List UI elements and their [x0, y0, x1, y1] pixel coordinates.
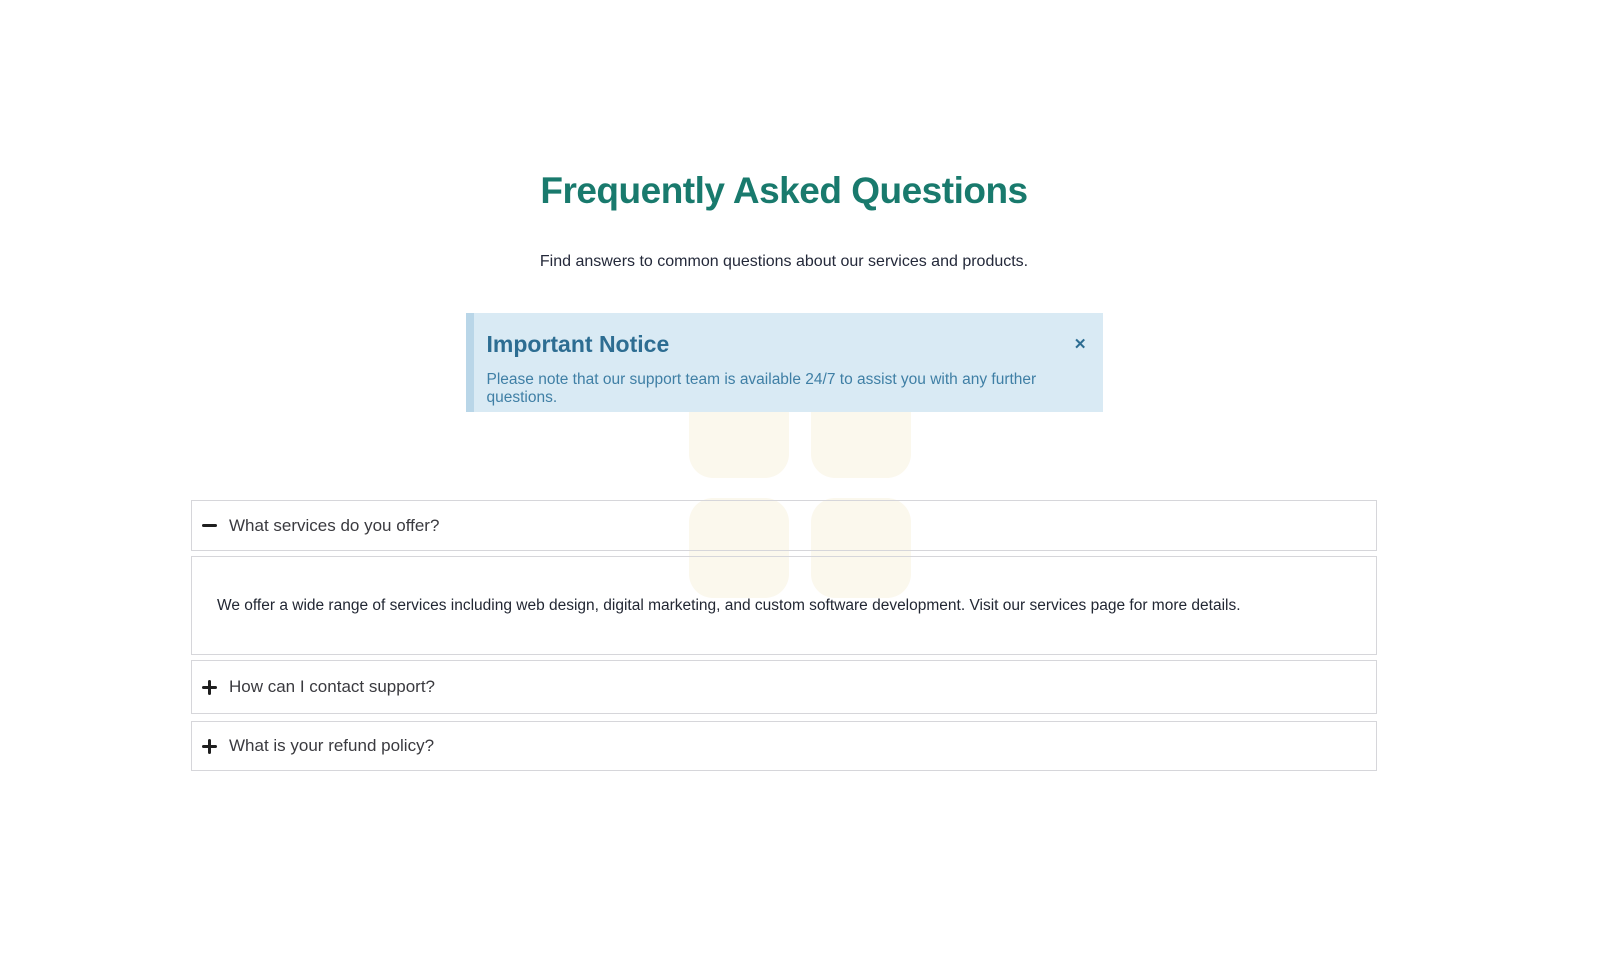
- faq-accordion: [191, 500, 1377, 771]
- faq-item-support-header[interactable]: [191, 660, 1377, 714]
- plus-icon[interactable]: [202, 679, 218, 695]
- faq-question: How can I contact support?: [229, 677, 436, 696]
- important-notice-banner: [466, 313, 1103, 412]
- notice-close-icon[interactable]: ✕: [1073, 336, 1087, 353]
- plus-icon[interactable]: [202, 738, 218, 754]
- page-title: Frequently Asked Questions: [540, 170, 1028, 211]
- page-subtitle: Find answers to common questions about our services and products.: [539, 253, 1029, 270]
- faq-answer: We offer a wide range of services including web design, digital marketing, and custom software development. Visit our services page for more details.: [217, 596, 1241, 614]
- faq-question: What is your refund policy?: [229, 736, 435, 755]
- faq-item-services-panel: [191, 556, 1377, 655]
- notice-message: Please note that our support team is available 24/7 to assist you with any further questions.: [486, 371, 1037, 406]
- notice-title: Important Notice: [486, 331, 670, 357]
- faq-item-services-header[interactable]: [191, 500, 1377, 551]
- content-container: [191, 0, 1377, 771]
- faq-question: What services do you offer?: [229, 515, 440, 535]
- faq-item-refund-header[interactable]: [191, 721, 1377, 771]
- minus-icon[interactable]: [202, 518, 218, 534]
